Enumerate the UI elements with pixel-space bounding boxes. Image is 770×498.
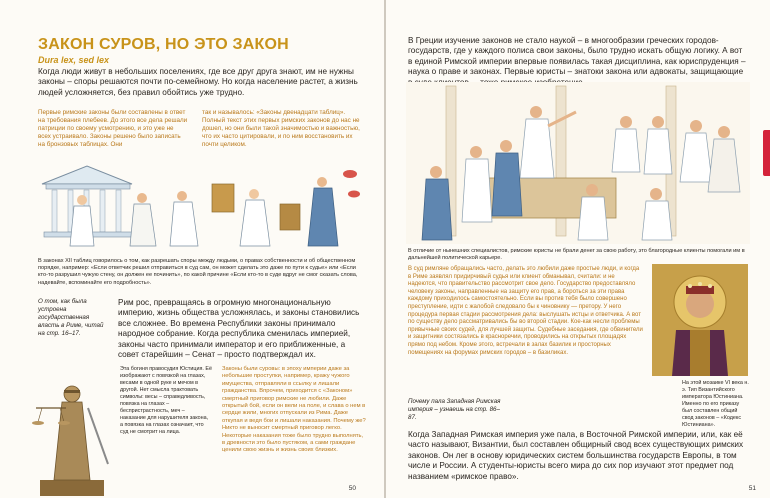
intro-paragraph: Когда люди живут в небольших поселениях, где все друг друга знают, им не нужны законы – споры решаются почти по-семейному. Но когда население растет, а жизнь людей усложняется, без правил обойтись уже трудно. — [38, 67, 358, 97]
orange-middle-text: В суд римляне обращались часто, делать это любили даже простые люди, и когда в Риме заявлял придирчивый судья или клиент обманывал, считали: и не надеются, что правительство рассмотрит свое дело. Государство предоставляло человеку законы, направленные на защиту его прав, а бороться за эти права каждому приходилось самостоятельно. Если вы против тебя было совершено преступление, идти с жалобой следовало бы к чиновнику — претору. У него процедура первая стадии рассмотрения дела: выслушать истцы и ответчика. А вот по существу дело рассматривались бы во второй стадии. Кое-как несли проблемы привычные своих судей, для лучшей защиты. Судебные заседания, где обвинители и защитники состязались в красноречии, проводились на открытых площадях прямо под небом. Кроме этого, встречали в залах базилик и просторных помещениях на форумах римских городов – в базиликах. — [408, 266, 643, 356]
orange-bottom-text: Законы были суровы: в эпоху империи даже за небольшие проступки, например, кражу чужого имущества, отправляли в ссылку и лишали гражданства. Впрочем, приходится с «Законом» смертный приговор римские не любили. Даже открытый бой, если он вели на поле, и слава о нем в сердце жили, многих отпускали из Рима. Даже откупая и ведя бои и лишали наказания. Почему же? Никто не выносит смертный приговор легко. Некоторые наказания тоже было трудно выполнять, в древности это было пустяком, а сами граждане ценили свою жизнь и жизнь своих близких. — [222, 366, 366, 454]
cross-reference-2: Почему пала Западная Римская империя – узнаешь на стр. 86–87. — [408, 398, 501, 421]
scene-caption: В законах XII таблиц говорилось о том, как разрешать споры между людьми, о правах собственности и об общественном порядке, например: «Если ответчик решил отправиться в суд сам, он может сделать это даже по пути к судье» или «Если кто-то разрушил чужую стену, он должен ее починить», по какой причине «Если кто-то в суде вдруг не смог сказать слова, надевайте, вспоминайте его подробность». — [38, 258, 358, 286]
bookmark-tab — [763, 130, 770, 176]
statue-caption: Эта богиня правосудия Юстиция. Её изображают с повязкой на глазах, весами в одной руке и мечом в другой. Нет смысла трактовать символы: весы – справедливость, повязка на глазах – беспристрастность, меч – наказание для нарушителя закона, а повязка на глазах означает, что суд не смотрит на лица. — [120, 366, 212, 435]
right-page — [386, 0, 770, 498]
orange-text-col2: так и называлось: «Законы двенадцати таблиц». Полный текст этих первых римских законов до нас не дошел, но они были такой значимостью и важностью, что их часто цитировали, и по ним восстановить их почти целиком. — [202, 109, 360, 148]
cross-reference-1: О том, как была устроена государственная власть в Риме, читай на стр. 16–17. — [38, 298, 104, 337]
justitia-statue — [30, 368, 114, 496]
right-top-paragraph: В Греции изучение законов не стало наукой – в многообразии греческих городов-государств, где у каждого полиса свои законы, было трудно искать общую логику. А вот в единой Римской империи впервые появилась такая дисциплина, как юриспруденция – наука о праве и законах. Первые юристы – знатоки закона или адвокаты, защищающие — [408, 36, 746, 77]
page-number-left: 50 — [348, 485, 356, 492]
left-page — [0, 0, 384, 498]
page-subtitle: Dura lex, sed lex — [38, 55, 110, 65]
right-bottom-paragraph: Когда Западная Римская империя уже пала, в Восточной Римской империи, или, как её часто называют, Византии, был составлен общирный свод всех существующих римских законов. Он лег в основу юридических систем большинства государств Европы, в том числе и России. А студенты-юристы всего мира до сих пор изучают этот предмет под названием «римское право». — [408, 430, 744, 481]
court-caption: В отличие от нынешних специалистов, римские юристы не брали денег за свою работу, это благородные клиенты помогали им в дальнейшей политической карьере. — [408, 248, 745, 262]
orange-text-col1: Первые римские законы были составлены в ответ на требования плебеев. До этого все дела решали патриции по своему усмотрению, и это уже не всех устраивало. Законы решено было записать на бронзовых таблицах. Они — [38, 109, 188, 148]
mosaic-caption: На этой мозаике VI века н. э. Тип Византийского императора Юстиниана. Именно по его приказу был составлен общий свод законов – «Кодекс Юстиниана». — [682, 380, 749, 428]
justinian-mosaic — [652, 264, 748, 376]
court-scene-illustration — [406, 82, 750, 244]
lawmakers-illustration — [32, 154, 372, 252]
main-paragraph: Рим рос, превращаясь в огромную многонациональную империю, жизнь общества усложнялась, и законы становились все сложнее. Во времена Республики законы принимало народное собрание. Когда республика сменилась империей, законы часто принимали император и его приближенные, а совет старейшин – Сенат – просто подтверждал их. — [118, 298, 360, 360]
page-title: ЗАКОН СУРОВ, НО ЭТО ЗАКОН — [38, 36, 289, 53]
page-number-right: 51 — [748, 485, 756, 492]
